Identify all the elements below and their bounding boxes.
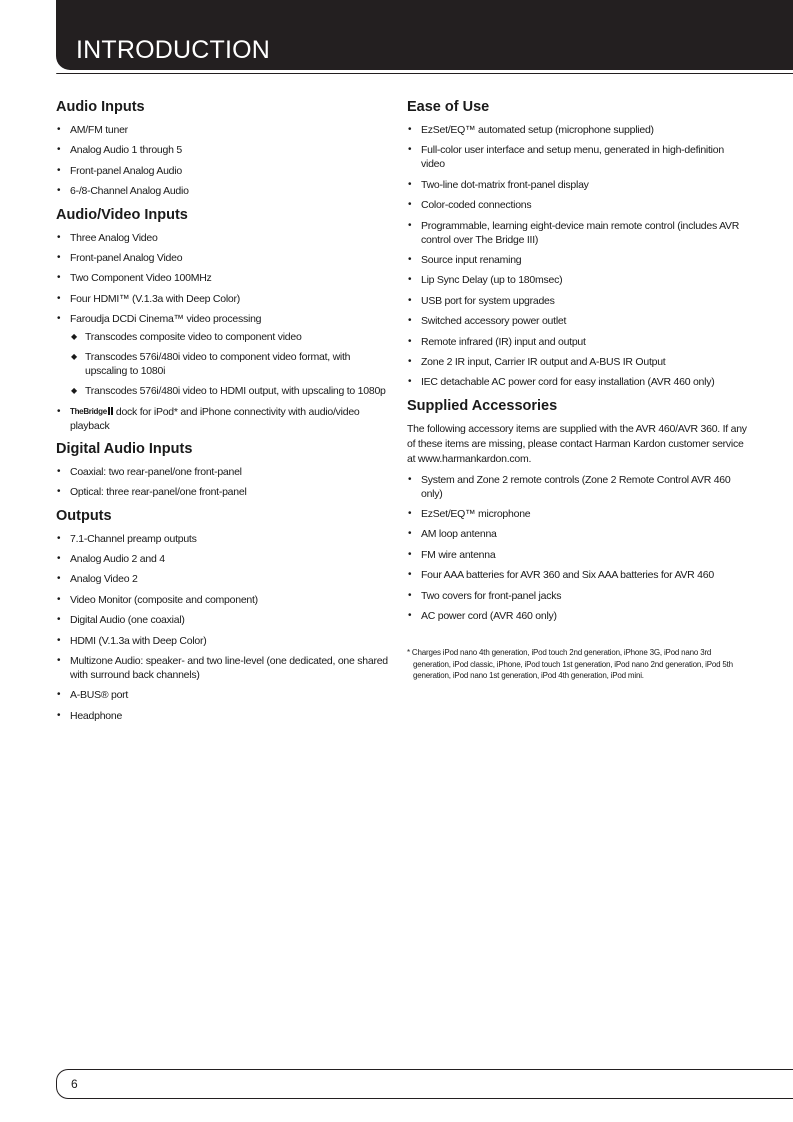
list-item: • Lip Sync Delay (up to 180msec) <box>407 273 747 287</box>
audio-inputs-list <box>56 123 391 198</box>
section-heading-ease-of-use: Ease of Use <box>407 99 490 115</box>
list-item: • USB port for system upgrades <box>407 294 747 308</box>
the-bridge-logo: TheBridge <box>70 405 113 419</box>
list-item: • Digital Audio (one coaxial) <box>56 613 391 627</box>
section-heading-outputs: Outputs <box>56 507 112 524</box>
section-heading-av-inputs: Audio/Video Inputs <box>56 206 188 223</box>
list-item: • Three Analog Video <box>56 231 391 245</box>
list-item: • IEC detachable AC power cord for easy installation (AVR 460 only) <box>407 375 747 389</box>
page-number: 6 <box>71 1077 78 1091</box>
list-item-text: dock for iPod* and iPhone connectivity with audio/video playback <box>70 405 360 432</box>
list-item: • Front-panel Analog Video <box>56 251 391 265</box>
sub-list-item: ◆ Transcodes 576i/480i video to HDMI output, with upscaling to 1080p <box>70 384 391 398</box>
list-item: • Analog Video 2 <box>56 572 391 586</box>
list-item: • EzSet/EQ™ microphone <box>407 507 747 521</box>
list-item: • A-BUS® port <box>56 688 391 702</box>
accessories-intro: The following accessory items are supplied with the AVR 460/AVR 360. If any of these items are missing, please contact Harman Kardon customer service at www.harmankardon.com. <box>407 422 747 465</box>
list-item: • Headphone <box>56 709 391 723</box>
list-item: • HDMI (V.1.3a with Deep Color) <box>56 634 391 648</box>
list-item: • Analog Audio 1 through 5 <box>56 143 391 157</box>
ease-of-use-list <box>407 123 747 389</box>
list-item: • AC power cord (AVR 460 only) <box>407 609 747 623</box>
list-item: • Two Component Video 100MHz <box>56 271 391 285</box>
list-item: • Analog Audio 2 and 4 <box>56 552 391 566</box>
av-inputs-list <box>56 231 391 433</box>
list-item: • Front-panel Analog Audio <box>56 164 391 178</box>
list-item <box>56 312 391 398</box>
list-item: • FM wire antenna <box>407 548 747 562</box>
list-item: • AM loop antenna <box>407 527 747 541</box>
list-item: • System and Zone 2 remote controls (Zone 2 Remote Control AVR 460 only) <box>407 473 747 501</box>
header-bar <box>56 0 793 70</box>
list-item: • Zone 2 IR input, Carrier IR output and A-BUS IR Output <box>407 355 747 369</box>
list-item: • 6-/8-Channel Analog Audio <box>56 184 391 198</box>
list-item-text: Faroudja DCDi Cinema™ video processing <box>70 313 262 326</box>
sub-list <box>70 330 391 398</box>
list-item: • Four HDMI™ (V.1.3a with Deep Color) <box>56 292 391 306</box>
outputs-list <box>56 532 391 723</box>
list-item: • AM/FM tuner <box>56 123 391 137</box>
sub-list-item: ◆ Transcodes 576i/480i video to component video format, with upscaling to 1080i <box>70 350 391 378</box>
accessories-list <box>407 473 747 623</box>
footnote: * Charges iPod nano 4th generation, iPod touch 2nd generation, iPhone 3G, iPod nano 3rd generation, iPod classic, iPhone, iPod touch 1st generation, iPod nano 2nd generation, iPod 5th generation, iPod nano 1st generation, iPod 4th generation, iPod mini. <box>407 648 733 681</box>
header-rule <box>56 73 793 74</box>
list-item: • Remote infrared (IR) input and output <box>407 335 747 349</box>
right-column <box>407 97 747 682</box>
section-heading-supplied-accessories: Supplied Accessories <box>407 397 558 414</box>
list-item: • Optical: three rear-panel/one front-panel <box>56 485 391 499</box>
list-item: • Multizone Audio: speaker- and two line-level (one dedicated, one shared with surround back channels) <box>56 654 391 682</box>
footer-bar <box>56 1069 793 1099</box>
left-column <box>56 97 391 729</box>
list-item: • Video Monitor (composite and component) <box>56 593 391 607</box>
sub-list-item: ◆ Transcodes composite video to component video <box>70 330 391 344</box>
list-item: • Coaxial: two rear-panel/one front-panel <box>56 465 391 479</box>
page-title: INTRODUCTION <box>76 36 271 64</box>
list-item: • Two covers for front-panel jacks <box>407 589 747 603</box>
list-item: • 7.1-Channel preamp outputs <box>56 532 391 546</box>
section-heading-digital-inputs: Digital Audio Inputs <box>56 440 193 457</box>
list-item <box>56 405 391 433</box>
list-item: • EzSet/EQ™ automated setup (microphone supplied) <box>407 123 747 137</box>
list-item: • Source input renaming <box>407 253 747 267</box>
list-item: • Four AAA batteries for AVR 360 and Six AAA batteries for AVR 460 <box>407 568 747 582</box>
list-item: • Switched accessory power outlet <box>407 314 747 328</box>
digital-inputs-list <box>56 465 391 499</box>
section-heading-audio-inputs: Audio Inputs <box>56 99 145 115</box>
list-item: • Programmable, learning eight-device main remote control (includes AVR control over The Bridge III) <box>407 219 747 247</box>
list-item: • Full-color user interface and setup menu, generated in high-definition video <box>407 143 747 171</box>
list-item: • Color-coded connections <box>407 198 747 212</box>
list-item: • Two-line dot-matrix front-panel display <box>407 178 747 192</box>
